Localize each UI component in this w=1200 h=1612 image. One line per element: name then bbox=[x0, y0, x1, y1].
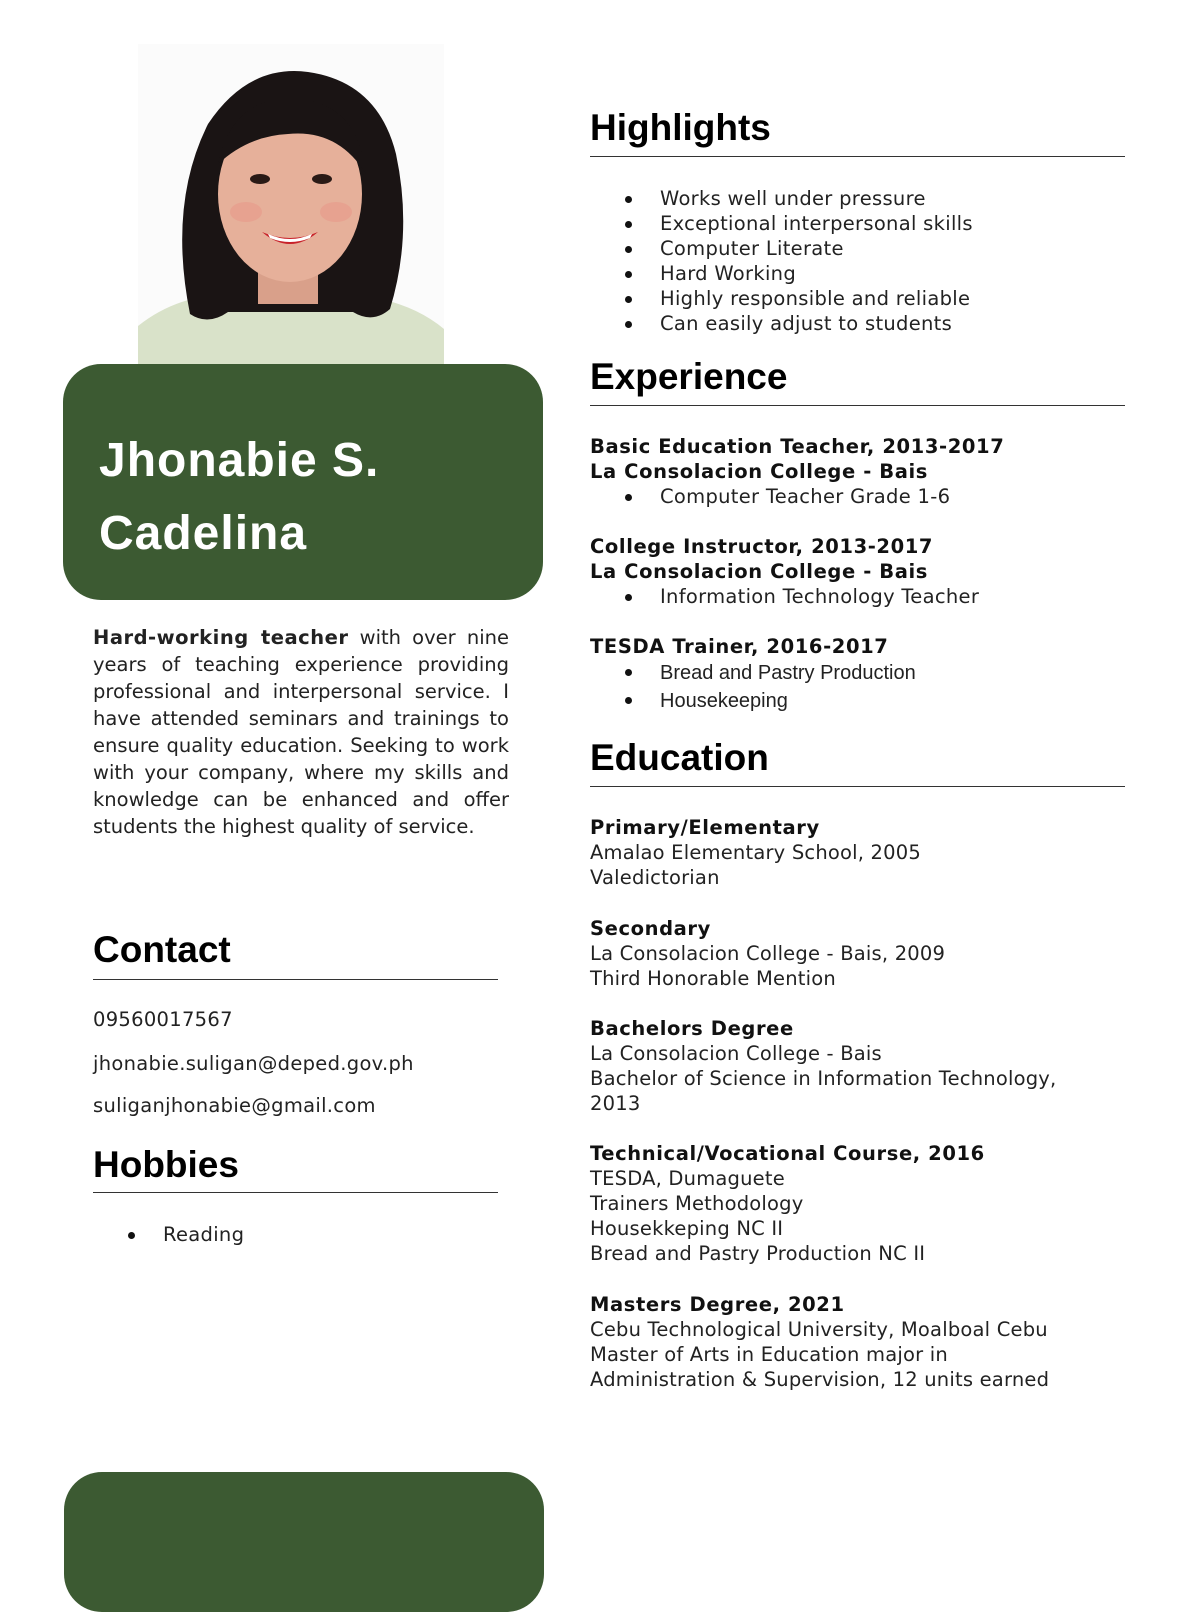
job-org: La Consolacion College - Bais bbox=[590, 460, 928, 483]
education-title: Education bbox=[590, 737, 769, 778]
footer-decoration bbox=[64, 1472, 544, 1612]
summary-text: with over nine years of teaching experience providing professional and interpersonal service. I have attended seminars and trainings to ensure quality education. Seeking to work with your company, where my skills and knowledge can be enhanced and offer students the highest quality of service. bbox=[93, 626, 509, 838]
education-line: Bread and Pastry Production NC II bbox=[590, 1242, 926, 1265]
highlight-item: Works well under pressure bbox=[590, 186, 973, 211]
education-entry bbox=[590, 815, 1130, 890]
education-line: Administration & Supervision, 12 units earned bbox=[590, 1368, 1050, 1391]
education-line: 2013 bbox=[590, 1092, 641, 1115]
job-bullets bbox=[590, 484, 1130, 509]
experience-title: Experience bbox=[590, 356, 788, 397]
highlight-item: Hard Working bbox=[590, 261, 973, 286]
job-title: TESDA Trainer, 2016-2017 bbox=[590, 635, 889, 658]
job-bullet: Bread and Pastry Production bbox=[590, 659, 1130, 687]
name-line-1: Jhonabie S. bbox=[99, 434, 380, 487]
highlights-list bbox=[590, 186, 973, 336]
contact-email-work: jhonabie.suligan@deped.gov.ph bbox=[93, 1052, 414, 1075]
profile-photo bbox=[138, 44, 444, 366]
hobbies-list bbox=[93, 1222, 244, 1247]
summary-lead: Hard-working teacher bbox=[93, 626, 349, 649]
education-level: Primary/Elementary bbox=[590, 816, 820, 839]
highlight-item: Exceptional interpersonal skills bbox=[590, 211, 973, 236]
highlight-item: Computer Literate bbox=[590, 236, 973, 261]
education-line: Trainers Methodology bbox=[590, 1192, 804, 1215]
education-line: La Consolacion College - Bais bbox=[590, 1042, 882, 1065]
education-level: Bachelors Degree bbox=[590, 1017, 794, 1040]
education-divider bbox=[590, 786, 1125, 787]
name-banner bbox=[63, 364, 543, 600]
highlight-item: Highly responsible and reliable bbox=[590, 286, 973, 311]
job-bullet: Computer Teacher Grade 1-6 bbox=[590, 484, 1130, 509]
education-entry bbox=[590, 916, 1130, 991]
highlights-title: Highlights bbox=[590, 107, 771, 148]
education-line: Housekkeping NC II bbox=[590, 1217, 784, 1240]
education-line: Cebu Technological University, Moalboal Cebu bbox=[590, 1318, 1048, 1341]
highlights-divider bbox=[590, 156, 1125, 157]
education-level: Masters Degree, 2021 bbox=[590, 1293, 845, 1316]
job-bullets bbox=[590, 584, 1130, 609]
education-entry bbox=[590, 1292, 1130, 1392]
job-bullet: Housekeeping bbox=[590, 687, 1130, 715]
job-title: Basic Education Teacher, 2013-2017 bbox=[590, 435, 1005, 458]
name-line-2: Cadelina bbox=[99, 507, 308, 560]
education-level: Technical/Vocational Course, 2016 bbox=[590, 1142, 985, 1165]
contact-divider bbox=[93, 979, 498, 980]
highlight-item: Can easily adjust to students bbox=[590, 311, 973, 336]
full-name bbox=[99, 424, 379, 570]
job-title: College Instructor, 2013-2017 bbox=[590, 535, 934, 558]
profile-summary bbox=[93, 624, 509, 840]
experience-divider bbox=[590, 405, 1125, 406]
education-line: La Consolacion College - Bais, 2009 bbox=[590, 942, 946, 965]
job-bullets bbox=[590, 659, 1130, 715]
contact-title: Contact bbox=[93, 929, 231, 970]
contact-phone: 09560017567 bbox=[93, 1008, 233, 1031]
education-line: TESDA, Dumaguete bbox=[590, 1167, 785, 1190]
education-line: Valedictorian bbox=[590, 866, 720, 889]
education-entry bbox=[590, 1016, 1130, 1116]
contact-email-personal: suliganjhonabie@gmail.com bbox=[93, 1094, 376, 1117]
job-entry bbox=[590, 534, 1130, 609]
education-line: Third Honorable Mention bbox=[590, 967, 836, 990]
job-entry bbox=[590, 634, 1130, 715]
hobby-item: Reading bbox=[93, 1222, 244, 1247]
education-entry bbox=[590, 1141, 1130, 1266]
education-line: Amalao Elementary School, 2005 bbox=[590, 841, 921, 864]
education-line: Bachelor of Science in Information Technology, bbox=[590, 1067, 1057, 1090]
education-line: Master of Arts in Education major in bbox=[590, 1343, 948, 1366]
job-entry bbox=[590, 434, 1130, 509]
hobbies-title: Hobbies bbox=[93, 1144, 239, 1185]
job-org: La Consolacion College - Bais bbox=[590, 560, 928, 583]
job-bullet: Information Technology Teacher bbox=[590, 584, 1130, 609]
hobbies-divider bbox=[93, 1192, 498, 1193]
education-level: Secondary bbox=[590, 917, 711, 940]
